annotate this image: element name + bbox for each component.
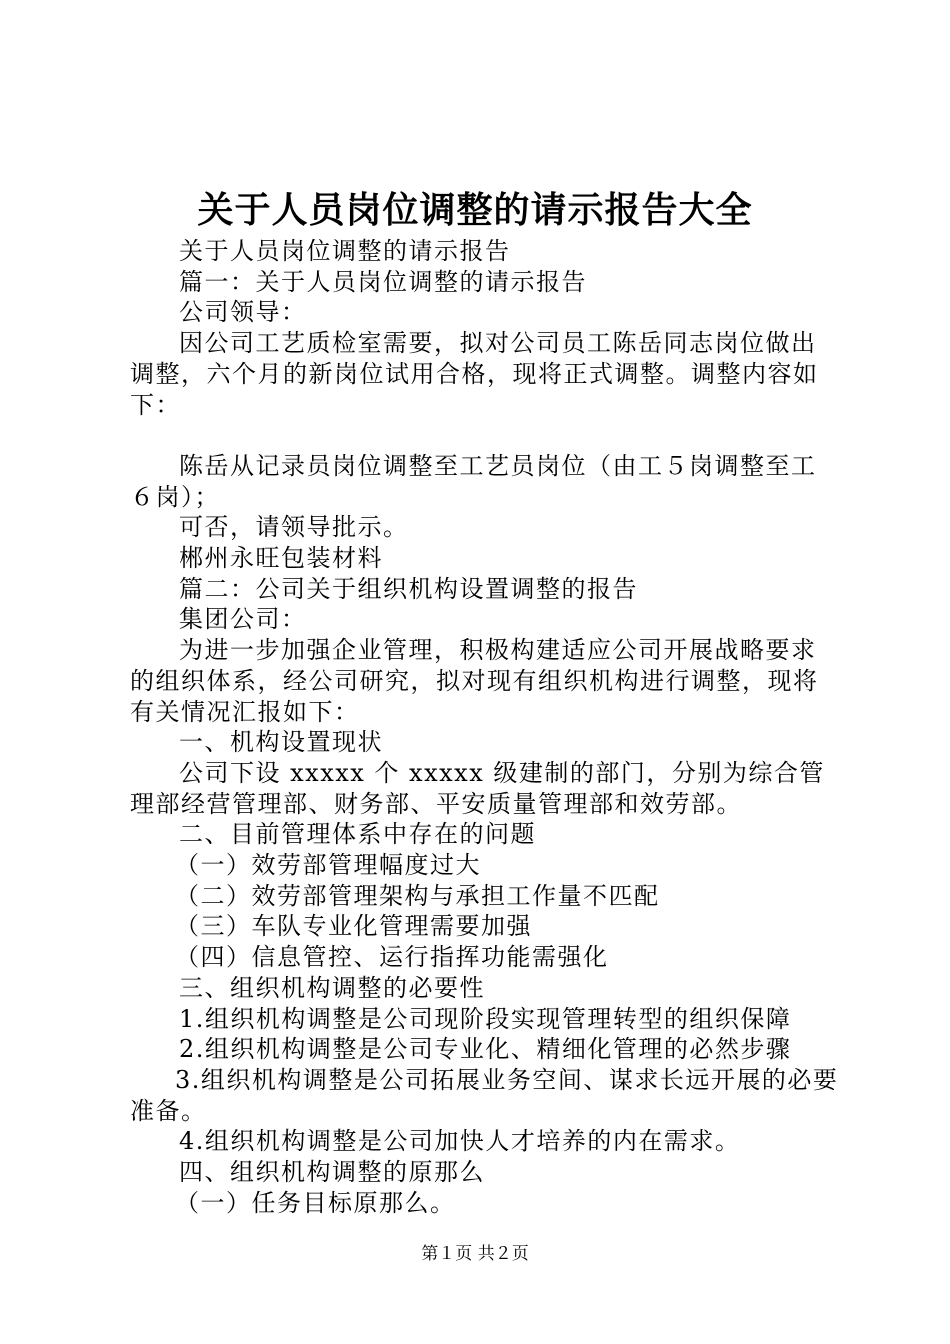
paragraph: 可否，请领导批示。 (179, 513, 409, 542)
paragraph: 4.组织机构调整是公司加快人才培养的内在需求。 (179, 1127, 741, 1156)
paragraph: 因公司工艺质检室需要，拟对公司员工陈岳同志岗位做出调整，六个月的新岗位试用合格，现将正式调整。调整内容如下： (130, 329, 819, 419)
paragraph: （一）任务目标原那么。 (175, 1188, 456, 1217)
paragraph: （三）车队专业化管理需要加强 (175, 912, 532, 941)
paragraph: 2.组织机构调整是公司专业化、精细化管理的必然步骤 (179, 1035, 792, 1064)
document-body (130, 236, 840, 1218)
paragraph: 关于人员岗位调整的请示报告 (179, 237, 511, 265)
paragraph: 为进一步加强企业管理，积极构建适应公司开展战略要求的组织体系，经公司研究，拟对现有组织机构进行调整，现将有关情况汇报如下： (130, 636, 819, 726)
paragraph: 公司下设 xxxxx 个 xxxxx 级建制的部门，分别为综合管理部经营管理部、财务部、平安质量管理部和效劳部。 (130, 758, 825, 818)
paragraph: 篇一：关于人员岗位调整的请示报告 (179, 267, 587, 296)
paragraph: 集团公司： (179, 605, 307, 634)
paragraph: 三、组织机构调整的必要性 (179, 973, 485, 1002)
paragraph: 3.组织机构调整是公司拓展业务空间、谋求长远开展的必要准备。 (130, 1065, 839, 1125)
paragraph: 一、机构设置现状 (179, 728, 383, 757)
paragraph: 陈岳从记录员岗位调整至工艺员岗位（由工５岗调整至工６岗）； (130, 451, 817, 511)
paragraph: 篇二：公司关于组织机构设置调整的报告 (179, 574, 638, 603)
paragraph: 郴州永旺包装材料 (179, 544, 383, 573)
paragraph: （二）效劳部管理架构与承担工作量不匹配 (175, 881, 660, 910)
paragraph: 公司领导： (179, 298, 307, 327)
paragraph: 1.组织机构调整是公司现阶段实现管理转型的组织保障 (179, 1004, 792, 1033)
blank-line (130, 420, 840, 451)
paragraph: （四）信息管控、运行指挥功能需强化 (175, 943, 609, 972)
paragraph: 二、目前管理体系中存在的问题 (179, 820, 536, 849)
page-number-footer: 第１页 共２页 (421, 1244, 529, 1264)
paragraph: 四、组织机构调整的原那么 (179, 1158, 485, 1187)
document-title: 关于人员岗位调整的请示报告大全 (197, 189, 753, 231)
paragraph: （一）效劳部管理幅度过大 (175, 851, 481, 880)
